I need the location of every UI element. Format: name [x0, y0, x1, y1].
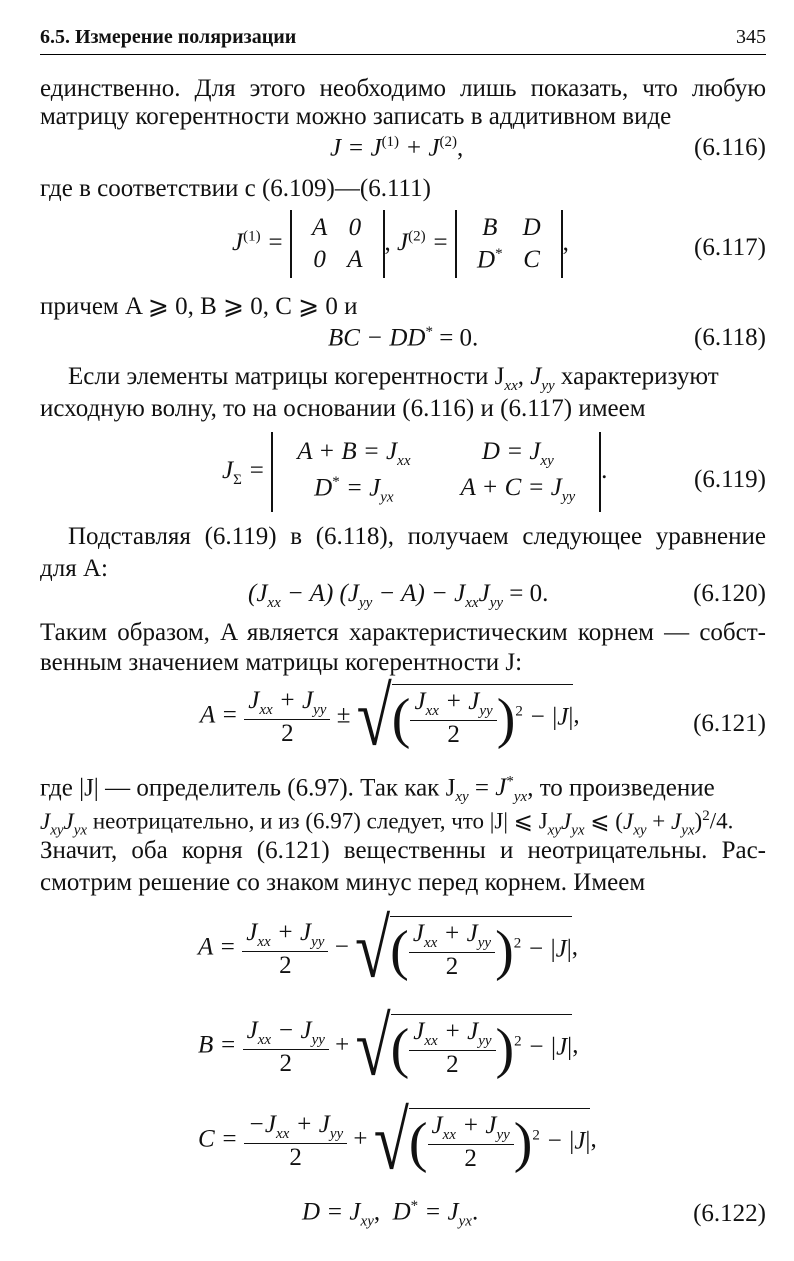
text-span: Если элементы матрицы когерентности J — [68, 363, 505, 390]
equation-6-122-a: A = $\frac{J_{xx} + J_{yy}}{2}$ − √( $\frac{J_{xx} + J_{yy}}{2}$ )$^2$ − |J|, — [198, 902, 578, 995]
equation-number: (6.117) — [694, 234, 766, 261]
equation-6-121: A = $\frac{J_{xx} + J_{yy}}{2}$ ± √( $\frac{J_{xx} + J_{yy}}{2}$ )$^2$ − |J|, — [200, 670, 580, 763]
equation-6-119: $J_\Sigma$ = $A + B = J_{xx}$ $D = J_{xy}$ $D^* = J_{yx}$ $A + C = J_{yy}$ . — [222, 432, 607, 512]
text-line: где |J| — определитель (6.97). Так как $J_{xy} = J^*_{yx}$, то произведение — [40, 774, 715, 806]
equation-6-118: BC − DD* = 0. — [328, 324, 479, 352]
text-line: где в соответствии с (6.109)—(6.111) — [40, 175, 431, 202]
equation-6-122-d: $D = J_{xy}$, $D^* = J_{yx}$. — [302, 1198, 479, 1230]
equation-6-117: $J^{(1)}$ = A 0 0 A , $J^{(2)}$ = B D D* C , — [232, 210, 569, 278]
equation-number: (6.116) — [694, 134, 766, 161]
text-line: Если элементы матрицы когерентности $J_{xx}$, $J_{yy}$ характеризуют — [68, 363, 719, 394]
matrix: A 0 0 A — [290, 210, 385, 278]
text-line: для A: — [40, 555, 108, 582]
equation-number: (6.122) — [693, 1200, 766, 1227]
matrix: B D D* C — [455, 210, 563, 278]
text-line: Таким образом, A является характеристическим корнем — собст- — [40, 619, 766, 646]
equation-number: (6.120) — [693, 580, 766, 607]
text-line: единственно. Для этого необходимо лишь показать, что любую — [40, 75, 766, 102]
equation-6-122-c: C = $\frac{-J_{xx} + J_{yy}}{2}$ + √( $\frac{J_{xx} + J_{yy}}{2}$ )$^2$ − |J|, — [198, 1094, 597, 1187]
text-span: где |J| — определитель (6.97). Так как J — [40, 774, 456, 802]
text-line: $J_{xy}J_{yx}$ неотрицательно, и из (6.97) следует, что |J| ⩽ $J_{xy}J_{yx}$ ⩽ $(J_{xy} + J_{yx})^2/4$. — [40, 808, 734, 839]
text-line: причем A ⩾ 0, B ⩾ 0, C ⩾ 0 и — [40, 293, 358, 320]
text-line: исходную волну, то на основании (6.116) и (6.117) имеем — [40, 395, 646, 422]
text-line: Значит, оба корня (6.121) вещественны и неотрицательны. Рас- — [40, 837, 766, 864]
text-line: матрицу когерентности можно записать в аддитивном виде — [40, 103, 672, 130]
equation-number: (6.121) — [693, 710, 766, 737]
text-line: Подставляя (6.119) в (6.118), получаем следующее уравнение — [68, 523, 766, 550]
text-line: венным значением матрицы когерентности J: — [40, 649, 523, 676]
page-number: 345 — [736, 26, 766, 48]
equation-number: (6.118) — [694, 324, 766, 351]
section-title: 6.5. Измерение поляризации — [40, 26, 297, 48]
equation-6-120: $(J_{xx} - A) (J_{yy} - A) - J_{xx}J_{yy} = 0$. — [248, 580, 549, 611]
text-line: смотрим решение со знаком минус перед корнем. Имеем — [40, 869, 646, 896]
equation-number: (6.119) — [694, 466, 766, 493]
matrix: $A + B = J_{xx}$ $D = J_{xy}$ $D^* = J_{yx}$ $A + C = J_{yy}$ — [271, 432, 601, 512]
equation-6-116: $J = J^{(1)} + J^{(2)}$, — [330, 134, 464, 162]
text-span: неотрицательно, и из (6.97) следует, что |J| ⩽ J — [92, 808, 548, 834]
running-header — [40, 24, 766, 55]
equation-6-122-b: B = $\frac{J_{xx} - J_{yy}}{2}$ + √( $\frac{J_{xx} + J_{yy}}{2}$ )$^2$ − |J|, — [198, 1000, 579, 1093]
